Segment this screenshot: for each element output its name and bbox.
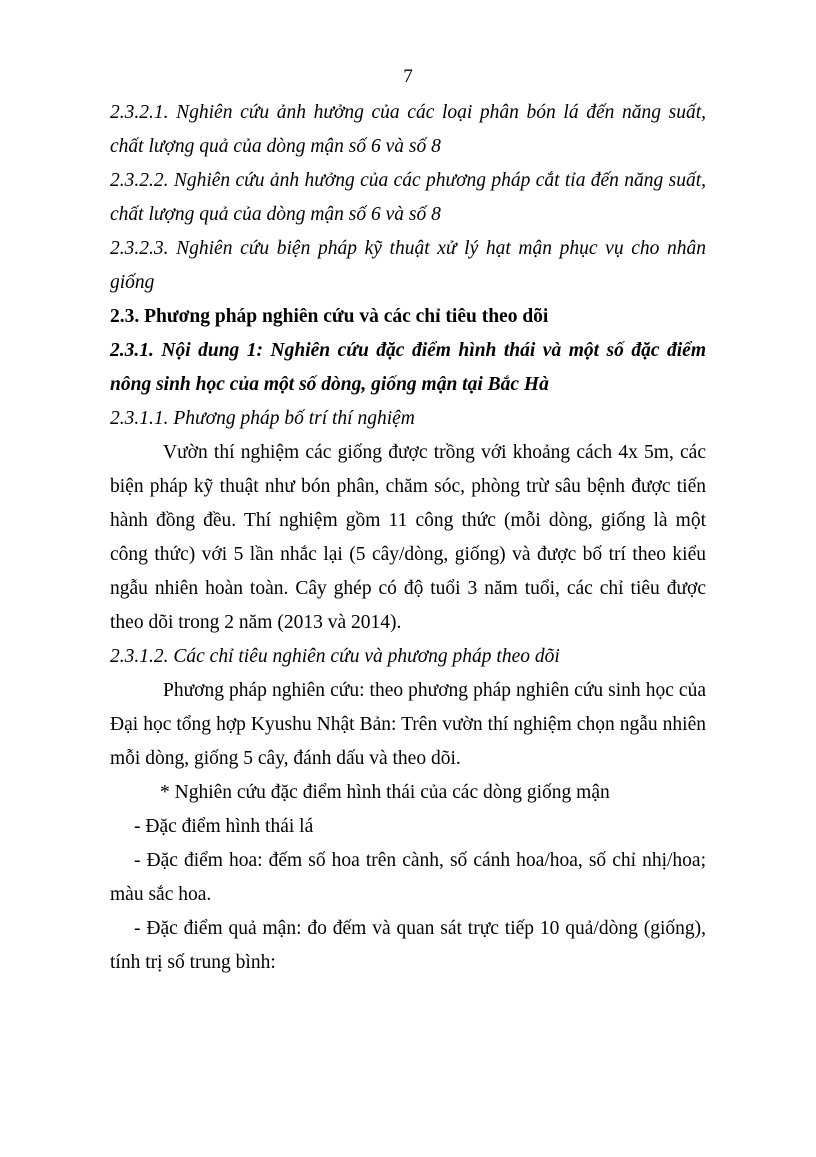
subsection-heading-2-3-2-2: 2.3.2.2. Nghiên cứu ảnh hưởng của các phương pháp cắt tỉa đến năng suất, chất lượng quả của dòng mận số 6 và số 8 [110, 170, 706, 225]
list-item-leaf-morphology: - Đặc điểm hình thái lá [134, 816, 314, 837]
subsection-heading-2-3-1-2: 2.3.1.2. Các chỉ tiêu nghiên cứu và phương pháp theo dõi [110, 646, 560, 667]
document-page [110, 62, 706, 980]
section-heading-2-3-1: 2.3.1. Nội dung 1: Nghiên cứu đặc điểm hình thái và một số đặc điểm nông sinh học của một số dòng, giống mận tại Bắc Hà [110, 340, 706, 395]
subsection-heading-2-3-2-3: 2.3.2.3. Nghiên cứu biện pháp kỹ thuật xử lý hạt mận phục vụ cho nhân giống [110, 238, 706, 293]
subsection-heading-2-3-1-1: 2.3.1.1. Phương pháp bố trí thí nghiệm [110, 408, 415, 429]
bullet-morphology-heading: * Nghiên cứu đặc điểm hình thái của các dòng giống mận [160, 782, 610, 803]
section-heading-2-3: 2.3. Phương pháp nghiên cứu và các chỉ tiêu theo dõi [110, 306, 549, 327]
paragraph-experiment-layout: Vườn thí nghiệm các giống được trồng với khoảng cách 4x 5m, các biện pháp kỹ thuật như bón phân, chăm sóc, phòng trừ sâu bệnh được tiến hành đồng đều. Thí nghiệm gồm 11 công thức (mỗi dòng, giống là một công thức) với 5 lần nhắc lại (5 cây/dòng, giống) và được bố trí theo kiểu ngẫu nhiên hoàn toàn. Cây ghép có độ tuổi 3 năm tuổi, các chỉ tiêu được theo dõi trong 2 năm (2013 và 2014). [110, 442, 706, 633]
paragraph-research-method: Phương pháp nghiên cứu: theo phương pháp nghiên cứu sinh học của Đại học tổng hợp Kyushu Nhật Bản: Trên vườn thí nghiệm chọn ngẫu nhiên mỗi dòng, giống 5 cây, đánh dấu và theo dõi. [110, 680, 706, 769]
subsection-heading-2-3-2-1: 2.3.2.1. Nghiên cứu ảnh hưởng của các loại phân bón lá đến năng suất, chất lượng quả của dòng mận số 6 và số 8 [110, 102, 706, 157]
page-number: 7 [403, 66, 413, 87]
list-item-fruit-characteristics: - Đặc điểm quả mận: đo đếm và quan sát trực tiếp 10 quả/dòng (giống), tính trị số trung bình: [110, 918, 706, 973]
list-item-flower-characteristics: - Đặc điểm hoa: đếm số hoa trên cành, số cánh hoa/hoa, số chỉ nhị/hoa; màu sắc hoa. [110, 850, 706, 905]
